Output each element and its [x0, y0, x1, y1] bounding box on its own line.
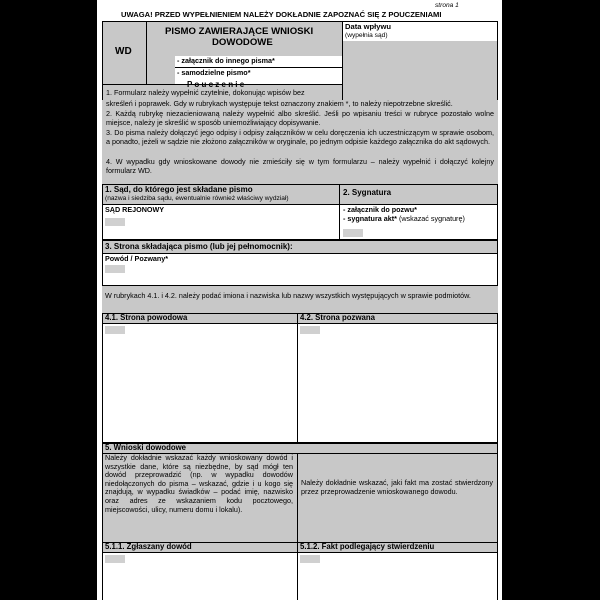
court-input-field[interactable]	[105, 218, 125, 226]
form-page	[97, 0, 502, 600]
instruction-2: 2. Każdą rubrykę niezacieniowaną należy wypełnić albo skreślić. Jeśli po wpisaniu treści w rubryce pozostało wolne miejsce, należy je skreślić w sposób uniemożliwiający dopisywanie.	[106, 109, 494, 127]
court-name[interactable]: SĄD REJONOWY	[105, 205, 165, 214]
section1-title: 1. Sąd, do którego jest składane pismo	[105, 185, 253, 194]
instruction-1a: 1. Formularz należy wypełnić czytelnie, dokonując wpisów bez	[106, 88, 305, 97]
signature-attachment[interactable]: - załącznik do pozwu*	[343, 205, 417, 214]
section2-title: 2. Sygnatura	[343, 188, 392, 197]
defendant-input-field[interactable]	[300, 326, 320, 334]
section41-title: 4.1. Strona powodowa	[105, 313, 188, 322]
section4-note: W rubrykach 4.1. i 4.2. należy podać imiona i nazwiska lub nazwy wszystkich występujących w sprawie podmiotów.	[105, 291, 471, 300]
section511-title: 5.1.1. Zgłaszany dowód	[105, 542, 192, 551]
section512-title: 5.1.2. Fakt podlegający stwierdzeniu	[300, 542, 435, 551]
warning-text: UWAGA! PRZED WYPEŁNIENIEM NALEŻY DOKŁADNIE ZAPOZNAĆ SIĘ Z POUCZENIAMI	[121, 10, 442, 19]
plaintiff-input-field[interactable]	[105, 326, 125, 334]
signature-input-field[interactable]	[343, 229, 363, 237]
option-attachment[interactable]: - załącznik do innego pisma*	[177, 56, 275, 65]
option-standalone[interactable]: - samodzielne pismo*	[177, 68, 251, 77]
date-label: Data wpływu	[345, 22, 391, 31]
instruction-1b: skreśleń i poprawek. Gdy w rubrykach występuje tekst oznaczony znakiem *, to należy niepotrzebne skreślić.	[106, 99, 453, 108]
party-role[interactable]: Powód / Pozwany*	[105, 254, 169, 263]
signature-hint: (wskazać sygnaturę)	[398, 214, 465, 223]
section1-subtitle: (nazwa i siedziba sądu, ewentualnie również właściwy wydział)	[105, 195, 289, 202]
form-title-line2: DOWODOWE	[212, 37, 273, 48]
date-sublabel: (wypełnia sąd)	[345, 32, 388, 39]
section5-left-text: Należy dokładnie wskazać każdy wnioskowany dowód i wszystkie dane, które są niezbędne, by sąd mógł ten dowód przeprowadzić (np. w wypadku dowodów niedołączonych do pisma – wskazać, gdzie i u kogo się znajdują, w wypadku świadków – podać imię, nazwisko oraz adres ze wskazaniem kodu pocztowego, miejscowości, ulicy, numeru domu i lokalu).	[105, 453, 293, 514]
date-field	[343, 41, 497, 100]
form-title-line1: PISMO ZAWIERAJĄCE WNIOSKI	[165, 26, 314, 37]
signature-case[interactable]: - sygnatura akt* (wskazać sygnaturę)	[343, 214, 465, 223]
fact-input-field[interactable]	[300, 555, 320, 563]
section42-title: 4.2. Strona pozwana	[300, 313, 375, 322]
page-label: strona 1	[435, 2, 459, 9]
party-input-field[interactable]	[105, 265, 125, 273]
section5-title: 5. Wnioski dowodowe	[105, 443, 187, 452]
instructions-title: P o u c z e n i e	[187, 80, 245, 89]
evidence-input-field[interactable]	[105, 555, 125, 563]
instruction-3: 3. Do pisma należy dołączyć jego odpisy i odpisy załączników w celu doręczenia ich uczestniczącym w sprawie osobom, a ponadto, jeżeli w sądzie nie złożono załączników w oryginale, po jednym odpisie każdego załącznika do akt sądowych.	[106, 128, 494, 146]
instruction-4: 4. W wypadku gdy wnioskowane dowody nie zmieściły się w tym formularzu – należy wypełnić i dołączyć kolejny formularz WD.	[106, 157, 494, 175]
section5-right-text: Należy dokładnie wskazać, jaki fakt ma zostać stwierdzony przez przeprowadzenie wnioskowanego dowodu.	[301, 478, 493, 496]
section3-title: 3. Strona składająca pismo (lub jej pełnomocnik):	[105, 242, 293, 251]
form-code: WD	[115, 46, 132, 57]
